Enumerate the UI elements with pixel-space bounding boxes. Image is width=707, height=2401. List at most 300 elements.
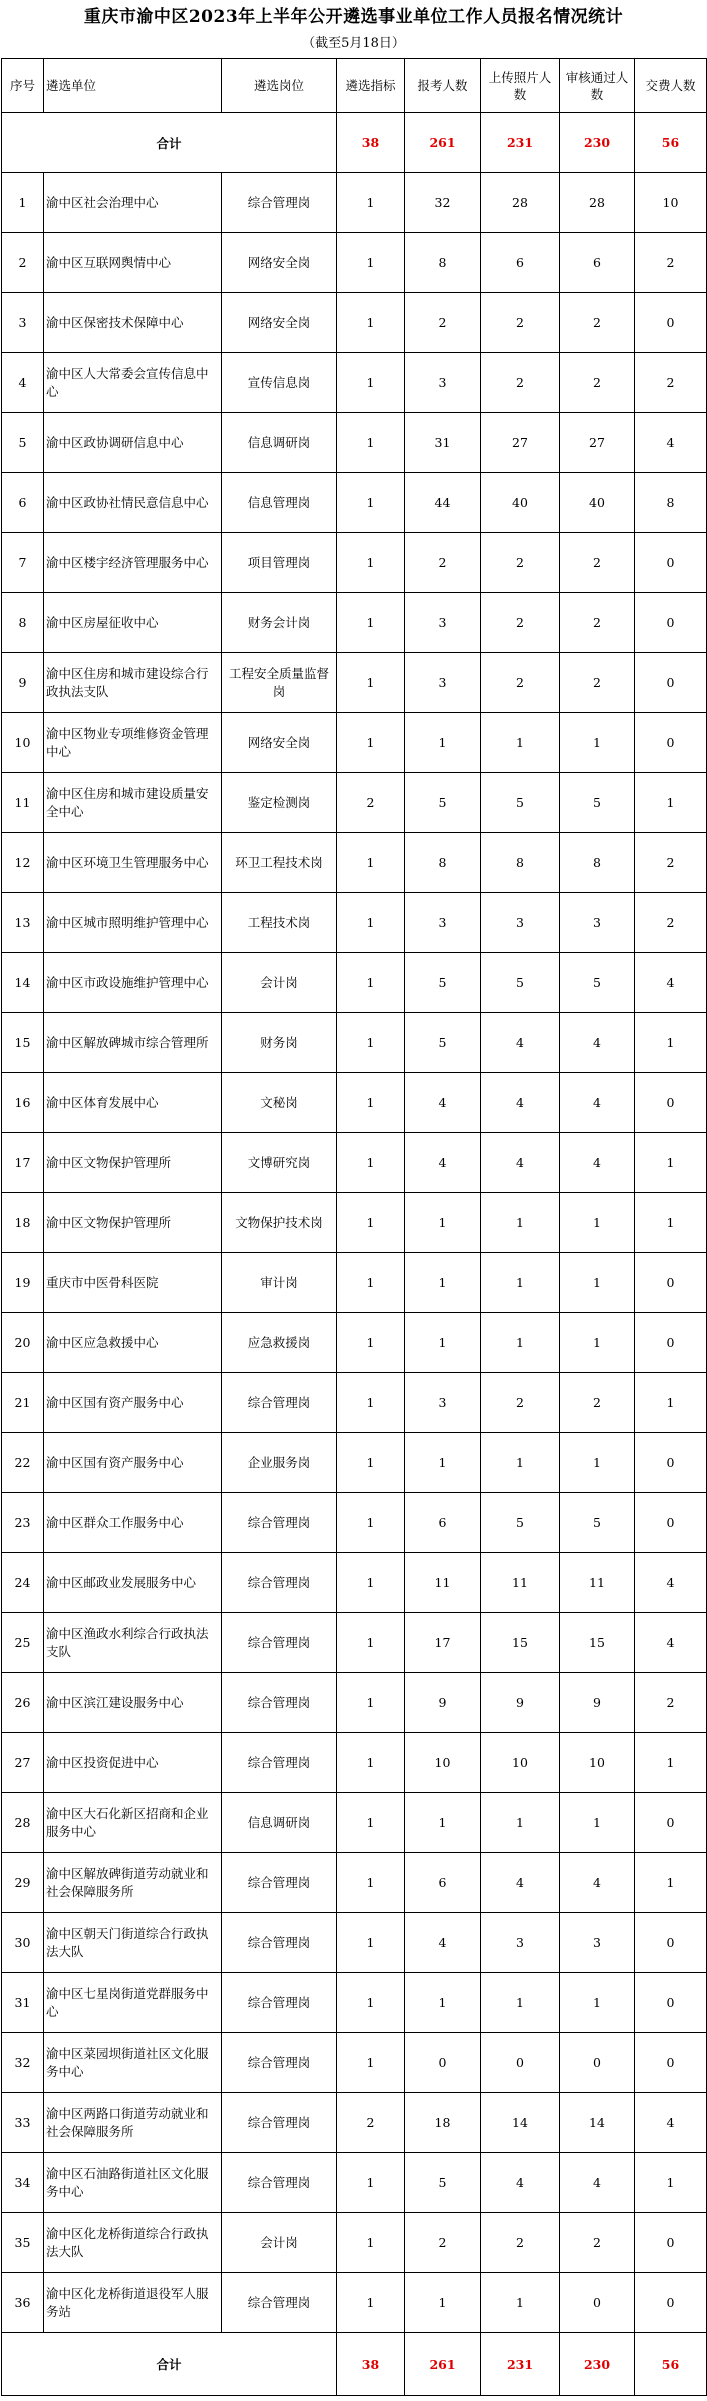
cell-paid: 4	[635, 1553, 707, 1613]
table-row	[2, 1913, 707, 1973]
table-row	[2, 1793, 707, 1853]
cell-passed: 11	[560, 1553, 635, 1613]
cell-seq: 20	[2, 1313, 44, 1373]
cell-passed: 4	[560, 1073, 635, 1133]
cell-photos: 15	[481, 1613, 560, 1673]
cell-passed: 5	[560, 953, 635, 1013]
cell-applicants: 2	[405, 533, 481, 593]
header-position: 遴选岗位	[222, 59, 337, 113]
cell-unit: 渝中区城市照明维护管理中心	[44, 893, 222, 953]
cell-paid: 0	[635, 713, 707, 773]
cell-photos: 3	[481, 1913, 560, 1973]
cell-unit: 渝中区住房和城市建设综合行政执法支队	[44, 653, 222, 713]
totals-quota: 38	[337, 113, 405, 173]
cell-unit: 渝中区物业专项维修资金管理中心	[44, 713, 222, 773]
cell-position: 综合管理岗	[222, 1373, 337, 1433]
cell-passed: 27	[560, 413, 635, 473]
cell-position: 财务岗	[222, 1013, 337, 1073]
cell-paid: 0	[635, 2033, 707, 2093]
cell-passed: 1	[560, 1793, 635, 1853]
cell-position: 文秘岗	[222, 1073, 337, 1133]
cell-seq: 13	[2, 893, 44, 953]
cell-paid: 1	[635, 1373, 707, 1433]
table-row	[2, 353, 707, 413]
cell-unit: 渝中区朝天门街道综合行政执法大队	[44, 1913, 222, 1973]
cell-position: 环卫工程技术岗	[222, 833, 337, 893]
totals-passed: 230	[560, 113, 635, 173]
cell-quota: 1	[337, 233, 405, 293]
table-row	[2, 413, 707, 473]
cell-quota: 1	[337, 653, 405, 713]
cell-quota: 1	[337, 1433, 405, 1493]
cell-photos: 1	[481, 1433, 560, 1493]
totals-passed: 230	[560, 2333, 635, 2396]
cell-paid: 8	[635, 473, 707, 533]
cell-quota: 1	[337, 713, 405, 773]
table-row	[2, 1733, 707, 1793]
cell-photos: 1	[481, 1973, 560, 2033]
cell-passed: 1	[560, 1193, 635, 1253]
cell-position: 综合管理岗	[222, 1493, 337, 1553]
cell-unit: 渝中区化龙桥街道综合行政执法大队	[44, 2213, 222, 2273]
cell-passed: 4	[560, 2153, 635, 2213]
cell-photos: 4	[481, 1073, 560, 1133]
cell-photos: 4	[481, 1133, 560, 1193]
cell-quota: 1	[337, 2153, 405, 2213]
cell-paid: 1	[635, 1853, 707, 1913]
cell-photos: 4	[481, 1013, 560, 1073]
cell-seq: 22	[2, 1433, 44, 1493]
cell-seq: 5	[2, 413, 44, 473]
cell-seq: 9	[2, 653, 44, 713]
cell-position: 综合管理岗	[222, 1733, 337, 1793]
cell-quota: 1	[337, 1073, 405, 1133]
cell-quota: 1	[337, 1733, 405, 1793]
table-row	[2, 833, 707, 893]
cell-paid: 0	[635, 1493, 707, 1553]
cell-unit: 渝中区滨江建设服务中心	[44, 1673, 222, 1733]
cell-applicants: 4	[405, 1073, 481, 1133]
cell-applicants: 3	[405, 893, 481, 953]
cell-passed: 4	[560, 1133, 635, 1193]
cell-photos: 2	[481, 293, 560, 353]
cell-quota: 1	[337, 293, 405, 353]
cell-quota: 1	[337, 473, 405, 533]
cell-position: 综合管理岗	[222, 1973, 337, 2033]
cell-position: 会计岗	[222, 953, 337, 1013]
cell-quota: 1	[337, 1673, 405, 1733]
header-applicants: 报考人数	[405, 59, 481, 113]
table-row	[2, 473, 707, 533]
cell-paid: 0	[635, 2273, 707, 2333]
cell-applicants: 6	[405, 1493, 481, 1553]
cell-seq: 6	[2, 473, 44, 533]
table-row	[2, 953, 707, 1013]
totals-label: 合计	[2, 113, 337, 173]
cell-quota: 1	[337, 1913, 405, 1973]
totals-quota: 38	[337, 2333, 405, 2396]
cell-position: 网络安全岗	[222, 293, 337, 353]
cell-seq: 27	[2, 1733, 44, 1793]
table-row	[2, 1133, 707, 1193]
cell-passed: 2	[560, 533, 635, 593]
table-row	[2, 1313, 707, 1373]
cell-photos: 9	[481, 1673, 560, 1733]
cell-paid: 0	[635, 1253, 707, 1313]
cell-applicants: 1	[405, 1253, 481, 1313]
table-row	[2, 773, 707, 833]
cell-seq: 1	[2, 173, 44, 233]
cell-paid: 4	[635, 413, 707, 473]
cell-position: 信息调研岗	[222, 413, 337, 473]
cell-seq: 35	[2, 2213, 44, 2273]
cell-passed: 1	[560, 1433, 635, 1493]
table-row	[2, 533, 707, 593]
cell-applicants: 5	[405, 1013, 481, 1073]
cell-seq: 16	[2, 1073, 44, 1133]
table-row	[2, 173, 707, 233]
cell-passed: 2	[560, 2213, 635, 2273]
header-quota: 遴选指标	[337, 59, 405, 113]
table-row	[2, 1973, 707, 2033]
cell-applicants: 1	[405, 2273, 481, 2333]
cell-unit: 渝中区化龙桥街道退役军人服务站	[44, 2273, 222, 2333]
cell-seq: 26	[2, 1673, 44, 1733]
cell-passed: 4	[560, 1853, 635, 1913]
table-row	[2, 653, 707, 713]
header-passed: 审核通过人数	[560, 59, 635, 113]
cell-seq: 2	[2, 233, 44, 293]
cell-passed: 3	[560, 893, 635, 953]
cell-passed: 2	[560, 293, 635, 353]
cell-quota: 1	[337, 1253, 405, 1313]
cell-seq: 12	[2, 833, 44, 893]
cell-seq: 10	[2, 713, 44, 773]
cell-passed: 8	[560, 833, 635, 893]
cell-position: 综合管理岗	[222, 1553, 337, 1613]
cell-position: 综合管理岗	[222, 2153, 337, 2213]
cell-applicants: 17	[405, 1613, 481, 1673]
cell-passed: 2	[560, 1373, 635, 1433]
cell-passed: 4	[560, 1013, 635, 1073]
cell-paid: 0	[635, 1973, 707, 2033]
cell-quota: 2	[337, 2093, 405, 2153]
cell-photos: 5	[481, 773, 560, 833]
cell-passed: 5	[560, 1493, 635, 1553]
cell-quota: 1	[337, 593, 405, 653]
cell-applicants: 11	[405, 1553, 481, 1613]
cell-applicants: 18	[405, 2093, 481, 2153]
cell-unit: 渝中区保密技术保障中心	[44, 293, 222, 353]
cell-unit: 渝中区体育发展中心	[44, 1073, 222, 1133]
cell-position: 综合管理岗	[222, 173, 337, 233]
cell-paid: 2	[635, 893, 707, 953]
cell-photos: 10	[481, 1733, 560, 1793]
cell-paid: 0	[635, 593, 707, 653]
table-row	[2, 893, 707, 953]
table-row	[2, 233, 707, 293]
cell-position: 文物保护技术岗	[222, 1193, 337, 1253]
cell-applicants: 3	[405, 653, 481, 713]
cell-unit: 渝中区解放碑城市综合管理所	[44, 1013, 222, 1073]
cell-position: 文博研究岗	[222, 1133, 337, 1193]
cell-paid: 0	[635, 653, 707, 713]
cell-position: 鉴定检测岗	[222, 773, 337, 833]
cell-photos: 4	[481, 2153, 560, 2213]
cell-quota: 1	[337, 833, 405, 893]
cell-photos: 4	[481, 1853, 560, 1913]
cell-passed: 15	[560, 1613, 635, 1673]
cell-quota: 1	[337, 2213, 405, 2273]
cell-passed: 3	[560, 1913, 635, 1973]
cell-quota: 2	[337, 773, 405, 833]
cell-unit: 渝中区菜园坝街道社区文化服务中心	[44, 2033, 222, 2093]
registration-table	[1, 58, 707, 2396]
table-row	[2, 2273, 707, 2333]
cell-seq: 25	[2, 1613, 44, 1673]
cell-paid: 4	[635, 953, 707, 1013]
cell-passed: 28	[560, 173, 635, 233]
cell-unit: 渝中区两路口街道劳动就业和社会保障服务所	[44, 2093, 222, 2153]
cell-photos: 28	[481, 173, 560, 233]
cell-photos: 1	[481, 2273, 560, 2333]
cell-passed: 14	[560, 2093, 635, 2153]
cell-applicants: 5	[405, 953, 481, 1013]
cell-unit: 渝中区互联网舆情中心	[44, 233, 222, 293]
header-photos: 上传照片人数	[481, 59, 560, 113]
cell-position: 综合管理岗	[222, 2033, 337, 2093]
cell-quota: 1	[337, 173, 405, 233]
cell-paid: 0	[635, 1073, 707, 1133]
cell-applicants: 1	[405, 713, 481, 773]
cell-photos: 1	[481, 1253, 560, 1313]
cell-quota: 1	[337, 1013, 405, 1073]
table-row	[2, 1493, 707, 1553]
cell-seq: 15	[2, 1013, 44, 1073]
totals-paid: 56	[635, 2333, 707, 2396]
cell-applicants: 9	[405, 1673, 481, 1733]
cell-unit: 渝中区人大常委会宣传信息中心	[44, 353, 222, 413]
cell-quota: 1	[337, 2273, 405, 2333]
table-row	[2, 1013, 707, 1073]
cell-quota: 1	[337, 1133, 405, 1193]
cell-unit: 渝中区邮政业发展服务中心	[44, 1553, 222, 1613]
table-row	[2, 2213, 707, 2273]
cell-position: 综合管理岗	[222, 1853, 337, 1913]
cell-position: 工程技术岗	[222, 893, 337, 953]
cell-paid: 4	[635, 2093, 707, 2153]
cell-photos: 27	[481, 413, 560, 473]
totals-row-bottom	[2, 2333, 707, 2396]
cell-applicants: 3	[405, 593, 481, 653]
cell-passed: 2	[560, 353, 635, 413]
cell-photos: 40	[481, 473, 560, 533]
cell-unit: 渝中区市政设施维护管理中心	[44, 953, 222, 1013]
cell-photos: 6	[481, 233, 560, 293]
cell-applicants: 6	[405, 1853, 481, 1913]
cell-passed: 40	[560, 473, 635, 533]
table-row	[2, 2033, 707, 2093]
cell-applicants: 44	[405, 473, 481, 533]
totals-paid: 56	[635, 113, 707, 173]
cell-passed: 1	[560, 713, 635, 773]
cell-applicants: 2	[405, 293, 481, 353]
cell-unit: 渝中区大石化新区招商和企业服务中心	[44, 1793, 222, 1853]
table-row	[2, 2093, 707, 2153]
cell-applicants: 8	[405, 833, 481, 893]
cell-position: 工程安全质量监督岗	[222, 653, 337, 713]
cell-paid: 1	[635, 2153, 707, 2213]
cell-position: 企业服务岗	[222, 1433, 337, 1493]
cell-position: 会计岗	[222, 2213, 337, 2273]
cell-photos: 11	[481, 1553, 560, 1613]
totals-row-top	[2, 113, 707, 173]
cell-seq: 29	[2, 1853, 44, 1913]
table-row	[2, 1433, 707, 1493]
table-row	[2, 713, 707, 773]
cell-position: 综合管理岗	[222, 2093, 337, 2153]
header-row	[2, 59, 707, 113]
cell-photos: 0	[481, 2033, 560, 2093]
cell-applicants: 3	[405, 353, 481, 413]
cell-quota: 1	[337, 1313, 405, 1373]
cell-unit: 渝中区渔政水利综合行政执法支队	[44, 1613, 222, 1673]
cell-photos: 2	[481, 2213, 560, 2273]
cell-applicants: 5	[405, 2153, 481, 2213]
cell-seq: 28	[2, 1793, 44, 1853]
cell-unit: 渝中区七星岗街道党群服务中心	[44, 1973, 222, 2033]
cell-position: 宣传信息岗	[222, 353, 337, 413]
cell-paid: 2	[635, 1673, 707, 1733]
cell-photos: 2	[481, 353, 560, 413]
cell-paid: 1	[635, 1013, 707, 1073]
cell-photos: 1	[481, 1793, 560, 1853]
cell-position: 网络安全岗	[222, 713, 337, 773]
cell-applicants: 8	[405, 233, 481, 293]
cell-quota: 1	[337, 1973, 405, 2033]
totals-photos: 231	[481, 113, 560, 173]
cell-quota: 1	[337, 1373, 405, 1433]
cell-unit: 渝中区政协社情民意信息中心	[44, 473, 222, 533]
page-subtitle: （截至5月18日）	[302, 36, 405, 51]
cell-photos: 14	[481, 2093, 560, 2153]
cell-seq: 11	[2, 773, 44, 833]
cell-paid: 0	[635, 1433, 707, 1493]
cell-quota: 1	[337, 893, 405, 953]
cell-quota: 1	[337, 953, 405, 1013]
cell-seq: 18	[2, 1193, 44, 1253]
cell-passed: 0	[560, 2033, 635, 2093]
cell-paid: 2	[635, 233, 707, 293]
table-row	[2, 1613, 707, 1673]
cell-unit: 渝中区住房和城市建设质量安全中心	[44, 773, 222, 833]
cell-position: 信息调研岗	[222, 1793, 337, 1853]
table-row	[2, 1553, 707, 1613]
cell-photos: 1	[481, 1193, 560, 1253]
cell-seq: 31	[2, 1973, 44, 2033]
cell-seq: 7	[2, 533, 44, 593]
cell-paid: 0	[635, 533, 707, 593]
cell-unit: 渝中区应急救援中心	[44, 1313, 222, 1373]
cell-unit: 渝中区石油路街道社区文化服务中心	[44, 2153, 222, 2213]
cell-quota: 1	[337, 2033, 405, 2093]
table-row	[2, 1073, 707, 1133]
cell-seq: 33	[2, 2093, 44, 2153]
cell-position: 项目管理岗	[222, 533, 337, 593]
cell-passed: 2	[560, 593, 635, 653]
cell-unit: 渝中区政协调研信息中心	[44, 413, 222, 473]
cell-quota: 1	[337, 1793, 405, 1853]
cell-photos: 2	[481, 533, 560, 593]
cell-position: 财务会计岗	[222, 593, 337, 653]
cell-photos: 2	[481, 653, 560, 713]
cell-unit: 渝中区文物保护管理所	[44, 1133, 222, 1193]
cell-unit: 渝中区环境卫生管理服务中心	[44, 833, 222, 893]
cell-applicants: 3	[405, 1373, 481, 1433]
header-paid: 交费人数	[635, 59, 707, 113]
cell-paid: 10	[635, 173, 707, 233]
cell-seq: 32	[2, 2033, 44, 2093]
cell-position: 综合管理岗	[222, 1613, 337, 1673]
cell-seq: 4	[2, 353, 44, 413]
cell-paid: 0	[635, 293, 707, 353]
cell-photos: 1	[481, 713, 560, 773]
table-row	[2, 1253, 707, 1313]
table-row	[2, 1673, 707, 1733]
cell-paid: 1	[635, 1133, 707, 1193]
cell-quota: 1	[337, 413, 405, 473]
cell-applicants: 32	[405, 173, 481, 233]
cell-seq: 3	[2, 293, 44, 353]
table-row	[2, 593, 707, 653]
cell-passed: 6	[560, 233, 635, 293]
table-row	[2, 1193, 707, 1253]
cell-position: 综合管理岗	[222, 1913, 337, 1973]
cell-quota: 1	[337, 1493, 405, 1553]
cell-paid: 1	[635, 1193, 707, 1253]
cell-photos: 1	[481, 1313, 560, 1373]
cell-paid: 0	[635, 1313, 707, 1373]
cell-photos: 3	[481, 893, 560, 953]
cell-paid: 0	[635, 2213, 707, 2273]
cell-applicants: 4	[405, 1913, 481, 1973]
cell-position: 审计岗	[222, 1253, 337, 1313]
cell-seq: 8	[2, 593, 44, 653]
cell-paid: 1	[635, 773, 707, 833]
cell-unit: 重庆市中医骨科医院	[44, 1253, 222, 1313]
cell-quota: 1	[337, 1613, 405, 1673]
cell-passed: 1	[560, 1313, 635, 1373]
cell-applicants: 31	[405, 413, 481, 473]
cell-seq: 19	[2, 1253, 44, 1313]
cell-passed: 1	[560, 1253, 635, 1313]
cell-applicants: 4	[405, 1133, 481, 1193]
cell-seq: 34	[2, 2153, 44, 2213]
cell-applicants: 0	[405, 2033, 481, 2093]
cell-unit: 渝中区房屋征收中心	[44, 593, 222, 653]
table-row	[2, 1373, 707, 1433]
cell-quota: 1	[337, 533, 405, 593]
cell-position: 应急救援岗	[222, 1313, 337, 1373]
cell-applicants: 1	[405, 1973, 481, 2033]
cell-quota: 1	[337, 353, 405, 413]
page-title: 重庆市渝中区2023年上半年公开遴选事业单位工作人员报名情况统计	[83, 7, 624, 27]
cell-quota: 1	[337, 1193, 405, 1253]
cell-unit: 渝中区国有资产服务中心	[44, 1433, 222, 1493]
cell-unit: 渝中区解放碑街道劳动就业和社会保障服务所	[44, 1853, 222, 1913]
cell-position: 综合管理岗	[222, 1673, 337, 1733]
cell-paid: 0	[635, 1793, 707, 1853]
